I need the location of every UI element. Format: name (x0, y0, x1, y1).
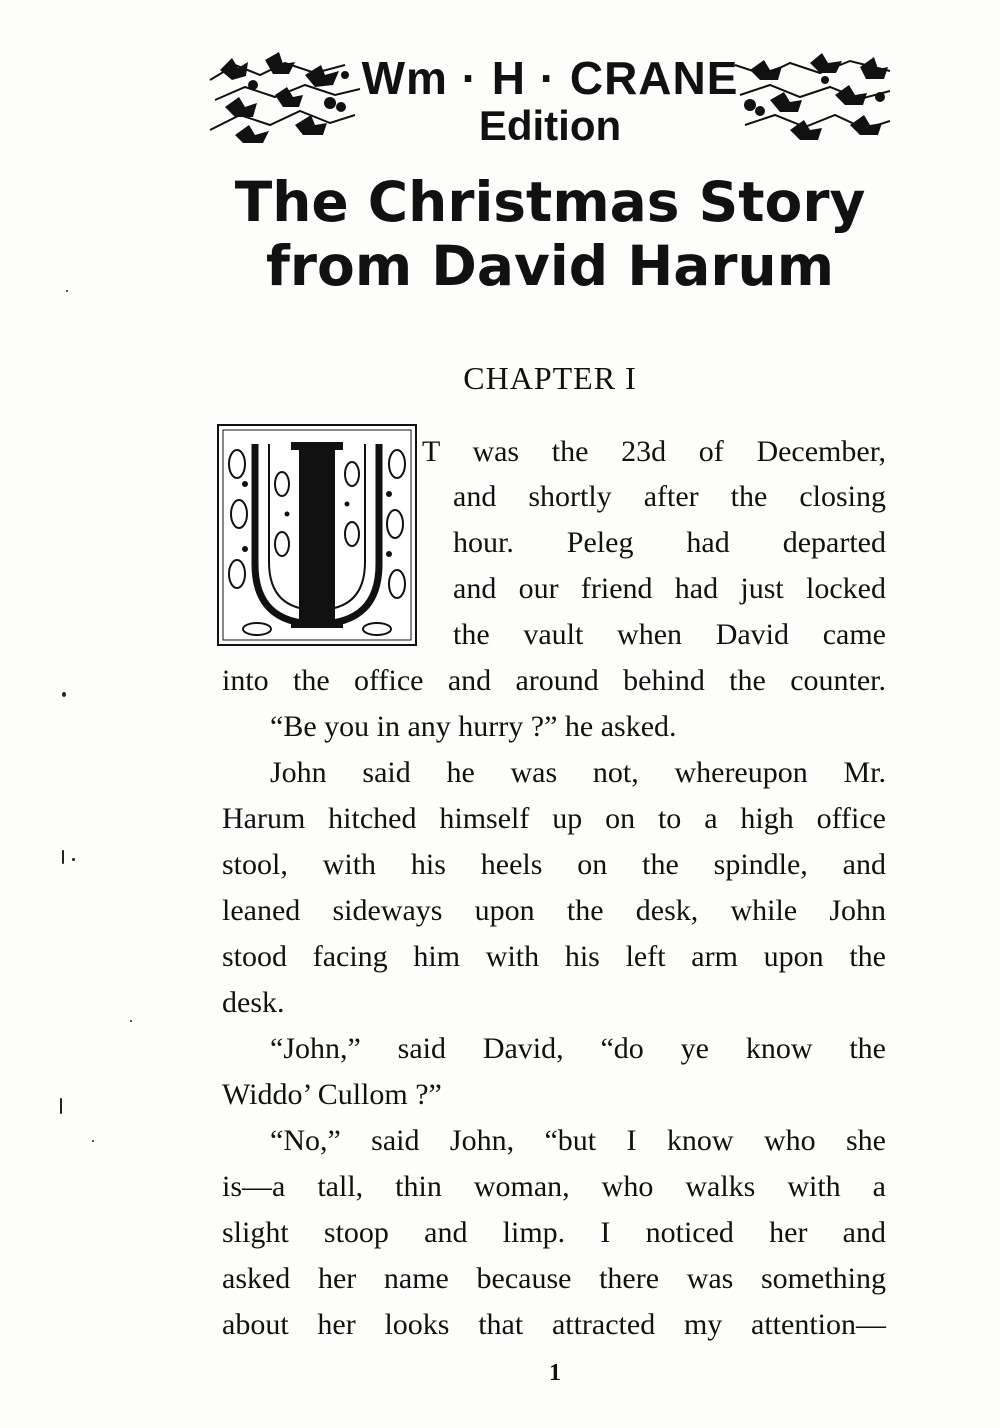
text-line: “John,” said David, “do ye know the (270, 1032, 886, 1065)
text-line: desk. (222, 986, 285, 1019)
title-line-1: The Christmas Story (234, 170, 866, 234)
text-line: John said he was not, whereupon Mr. (270, 756, 886, 789)
scan-speck (62, 692, 66, 697)
edition-label: Edition (478, 102, 622, 149)
holly-foliage-right-decoration (730, 45, 895, 145)
scan-speck (66, 290, 68, 292)
scan-speck (130, 1020, 132, 1022)
text-line: the vault when David came (453, 618, 886, 651)
page-number: 1 (549, 1360, 561, 1386)
text-line: and shortly after the closing (453, 480, 886, 513)
text-line: stood facing him with his left arm upon the (222, 940, 886, 973)
edition-name: Wm · H · CRANE (361, 52, 739, 104)
text-line: into the office and around behind the counter. (222, 664, 886, 697)
text-line: “Be you in any hurry ?” he asked. (270, 710, 677, 743)
scan-speck (60, 1098, 62, 1114)
chapter-heading: CHAPTER I (463, 360, 637, 396)
text-line: slight stoop and limp. I noticed her and (222, 1216, 886, 1249)
text-line: asked her name because there was something (222, 1262, 886, 1295)
book-title (200, 170, 900, 298)
ornamental-dropcap (217, 424, 417, 646)
text-line: and our friend had just locked (453, 572, 886, 605)
text-line: leaned sideways upon the desk, while John (222, 894, 886, 927)
horseshoe-mistletoe-ornament (217, 424, 417, 646)
text-line: Harum hitched himself up on to a high office (222, 802, 886, 835)
text-line: T was the 23d of December, (422, 435, 886, 468)
scan-speck (72, 858, 75, 861)
scan-speck (62, 850, 64, 864)
text-line: “No,” said John, “but I know who she (270, 1124, 886, 1157)
text-line: about her looks that attracted my attention— (222, 1308, 886, 1341)
text-line: is—a tall, thin woman, who walks with a (222, 1170, 886, 1203)
holly-foliage-left-decoration (205, 45, 365, 145)
scan-speck (92, 1140, 94, 1142)
text-line: stool, with his heels on the spindle, and (222, 848, 886, 881)
edition-banner (205, 45, 895, 155)
text-line: Widdo’ Cullom ?” (222, 1078, 442, 1111)
title-line-2: from David Harum (265, 234, 835, 298)
text-line: hour. Peleg had departed (453, 526, 886, 559)
